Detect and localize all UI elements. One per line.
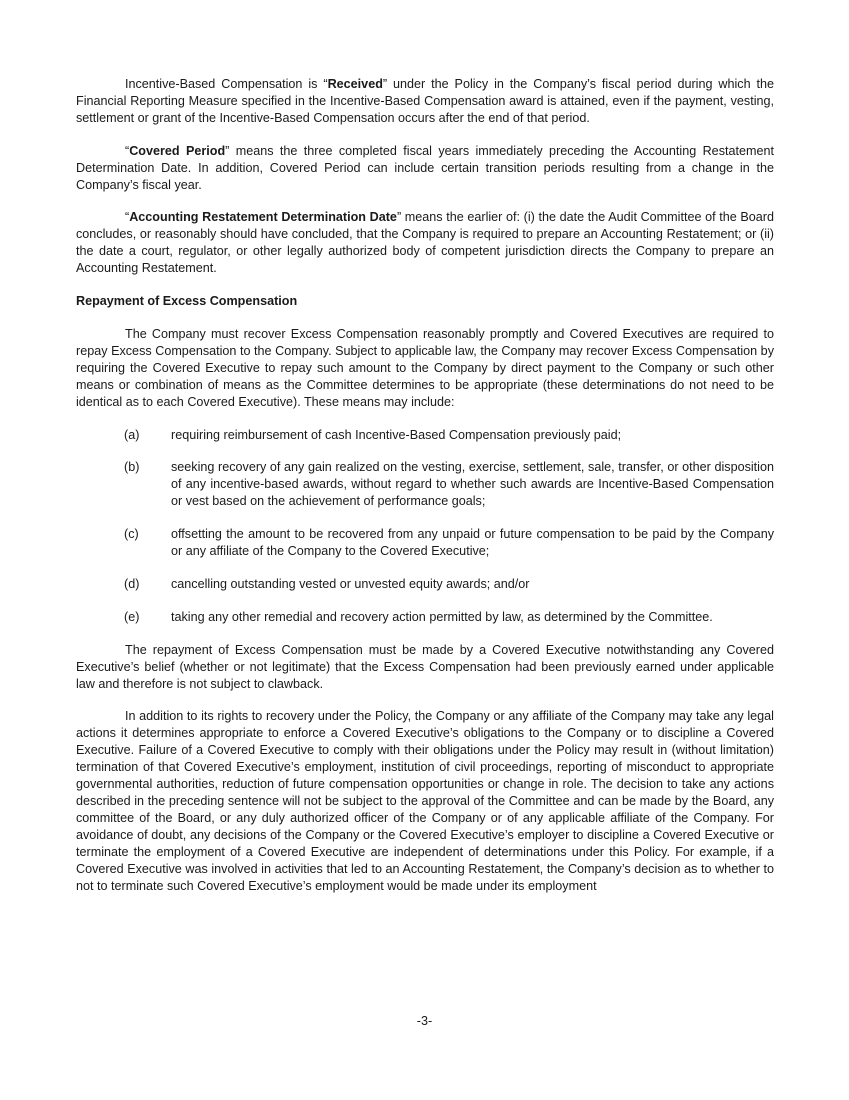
determination-date-definition-paragraph xyxy=(76,209,774,277)
repayment-intro-paragraph: The Company must recover Excess Compensation reasonably promptly and Covered Executives are required to repay Excess Compensation to the Company. Subject to applicable law, the Company may recover Excess Compensation by requiring the Covered Executive to repay such amount to the Company by direct payment to the Company or such other means or combination of means as the Committee determines to be appropriate (these determinations do not need to be identical as to each Covered Executive). These means may include: xyxy=(76,326,774,409)
determination-date-post: ” means the earlier of: (i) the date the Audit Committee of the Board concludes, or reasonably should have concluded, that the Company is required to prepare an Accounting Restatement; or (ii) the date a court, regulator, or other legally authorized body of competent jurisdiction directs the Company to prepare an Accounting Restatement. xyxy=(76,210,774,276)
list-item xyxy=(76,576,774,593)
list-item-text: cancelling outstanding vested or unvested equity awards; and/or xyxy=(171,576,530,591)
list-item-text: seeking recovery of any gain realized on the vesting, exercise, settlement, sale, transfer, or other disposition of any incentive-based awards, without regard to whether such awards are Incentive-Based Compensation or vest based on the achievement of performance goals; xyxy=(171,460,774,509)
covered-period-post: ” means the three completed fiscal years immediately preceding the Accounting Restatement Determination Date. In addition, Covered Period can include certain transition periods resulting from a change in the Company’s fiscal year. xyxy=(76,143,774,192)
repayment-belief-paragraph: The repayment of Excess Compensation must be made by a Covered Executive notwithstanding any Covered Executive’s belief (whether or not legitimate) that the Excess Compensation had been previously earned under applicable law and therefore is not subject to clawback. xyxy=(76,642,774,691)
list-item-label: (e) xyxy=(124,609,140,624)
recovery-means-list xyxy=(76,427,774,626)
section-heading-repayment: Repayment of Excess Compensation xyxy=(76,294,298,309)
list-item xyxy=(76,526,774,560)
list-item-label: (b) xyxy=(124,460,140,475)
list-item-label: (c) xyxy=(124,527,139,542)
list-item xyxy=(76,609,774,626)
covered-period-pre: “ xyxy=(125,143,130,158)
determination-date-term: Accounting Restatement Determination Date xyxy=(129,210,397,225)
covered-period-definition-paragraph xyxy=(76,143,774,194)
received-definition-paragraph xyxy=(76,76,774,127)
list-item-text: offsetting the amount to be recovered from any unpaid or future compensation to be paid by the Company or any affiliate of the Company to the Covered Executive; xyxy=(171,527,774,559)
received-term: Received xyxy=(327,77,383,91)
covered-period-term: Covered Period xyxy=(129,143,226,158)
received-post: ” under the Policy in the Company’s fiscal period during which the Financial Reporting Measure specified in the Incentive-Based Compensation award is attained, even if the payment, vesting, settlement or grant of the Incentive-Based Compensation occurs after the end of that period. xyxy=(76,77,774,125)
document-page xyxy=(76,76,774,910)
list-item-label: (d) xyxy=(124,576,140,591)
list-item xyxy=(76,427,774,444)
page-number: -3- xyxy=(416,1014,433,1028)
determination-date-pre: “ xyxy=(125,210,130,225)
list-item-text: requiring reimbursement of cash Incentive-Based Compensation previously paid; xyxy=(171,427,622,442)
received-pre: Incentive-Based Compensation is “ xyxy=(125,77,328,91)
additional-rights-paragraph: In addition to its rights to recovery under the Policy, the Company or any affiliate of the Company may take any legal actions it determines appropriate to enforce a Covered Executive’s obligations to the Company or to discipline a Covered Executive. Failure of a Covered Executive to comply with their obligations under the Policy may result in (without limitation) termination of that Covered Executive’s employment, institution of civil proceedings, reporting of misconduct to appropriate governmental authorities, reduction of future compensation opportunities or change in role. The decision to take any actions described in the preceding sentence will not be subject to the approval of the Committee and can be made by the Board, any committee of the Board, or any duly authorized officer of the Company or of any applicable affiliate of the Company. For avoidance of doubt, any decisions of the Company or the Covered Executive’s employer to discipline a Covered Executive or terminate the employment of a Covered Executive are independent of determinations under this Policy. For example, if a Covered Executive was involved in activities that led to an Accounting Restatement, the Company’s decision as to whether to not to terminate such Covered Executive’s employment would be made under its employment xyxy=(76,709,774,893)
list-item-text: taking any other remedial and recovery action permitted by law, as determined by the Committee. xyxy=(171,609,713,624)
list-item-label: (a) xyxy=(124,427,140,442)
list-item xyxy=(76,459,774,510)
